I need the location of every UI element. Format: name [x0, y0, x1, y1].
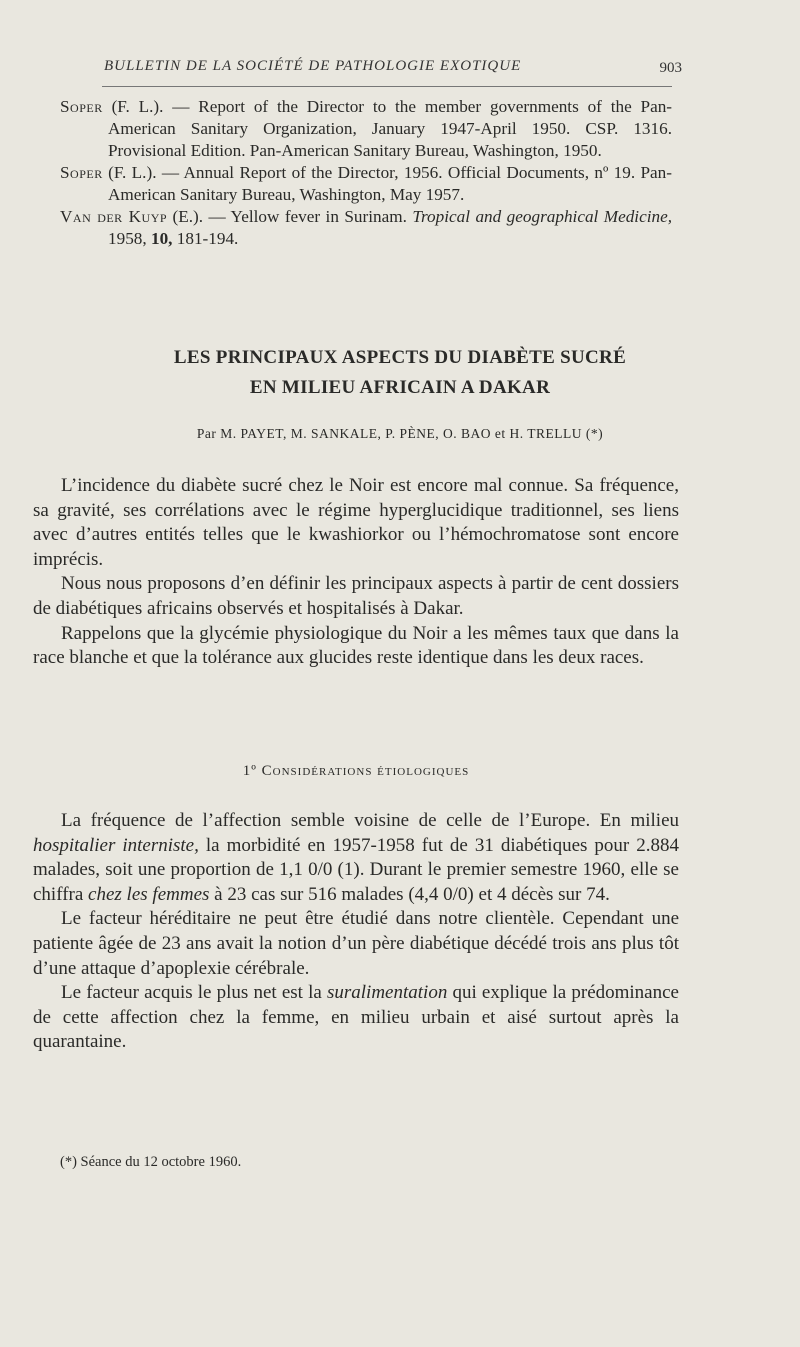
- text-run: qui explique la prédominance de cette affection chez la femme, en milieu urbain et aisé surtout après la quarantaine.: [33, 982, 679, 1053]
- reference-author: Soper: [60, 163, 103, 182]
- emphasis: chez les femmes: [88, 883, 210, 905]
- footnote: (*) Séance du 12 octobre 1960.: [60, 1154, 242, 1170]
- intro-text: [33, 474, 679, 671]
- header-rule: [102, 86, 672, 87]
- article-title: [60, 343, 740, 403]
- reference-initials: (F. L.). —: [111, 97, 190, 116]
- reference-initials: (E.). —: [172, 207, 226, 226]
- reference-pages: 181-194.: [176, 229, 239, 248]
- text-run: la morbidité en 1957-1958 fut de 31 diabétiques pour 2.884 malades, soit une proportion de 1,1 0/0 (1). Durant le premier semestre 1960, elle se chiffra: [33, 834, 679, 905]
- emphasis: hospitalier interniste,: [33, 834, 199, 856]
- text-run: Le facteur acquis le plus net est la: [61, 982, 327, 1004]
- page-number: 903: [659, 60, 682, 76]
- paragraph: Nous nous proposons d’en définir les principaux aspects à partir de cent dossiers de diabétiques africains observés et hospitalisés à Dakar.: [33, 573, 679, 619]
- reference-list: [60, 96, 672, 250]
- reference-text: Yellow fever in Surinam.: [230, 207, 407, 226]
- paragraph: [33, 809, 679, 907]
- paragraph: L’incidence du diabète sucré chez le Noir est encore mal connue. Sa fréquence, sa gravité, ses corrélations avec le régime hyperglucidique traditionnel, ses liens avec d’autres entités telles que le kwashiorkor ou l’hémochromatose sont encore imprécis.: [33, 475, 679, 570]
- reference-text: Report of the Director to the member governments of the Pan-American Sanitary Organization, January 1947-April 1950. CSP. 1316. Provisional Edition. Pan-American Sanitary Bureau, Washington, 1950.: [108, 97, 673, 160]
- text-run: à 23 cas sur 516 malades (4,4 0/0) et 4 décès sur 74.: [209, 883, 610, 905]
- reference-item: [60, 96, 672, 162]
- section-text: [33, 809, 679, 1055]
- text-run: La fréquence de l’affection semble voisine de celle de l’Europe. En milieu: [61, 810, 679, 831]
- paragraph: [33, 981, 679, 1055]
- reference-journal: Tropical and geographical Medicine,: [412, 207, 672, 226]
- paragraph: Rappelons que la glycémie physiologique du Noir a les mêmes taux que dans la race blanche et que la tolérance aux glucides reste identique dans les deux races.: [33, 622, 679, 669]
- journal-title: BULLETIN DE LA SOCIÉTÉ DE PATHOLOGIE EXOTIQUE: [104, 58, 522, 74]
- reference-text: Annual Report of the Director, 1956. Official Documents, nº 19. Pan-American Sanitary Bureau, Washington, May 1957.: [108, 163, 673, 204]
- reference-year: 1958,: [108, 229, 147, 248]
- section-heading: 1º Considérations étiologiques: [242, 763, 470, 779]
- emphasis: suralimentation: [326, 982, 448, 1004]
- article-title-line: LES PRINCIPAUX ASPECTS DU DIABÈTE SUCRÉ: [173, 347, 627, 368]
- reference-author: Van der Kuyp: [60, 207, 168, 226]
- article-title-line: EN MILIEU AFRICAIN A DAKAR: [249, 377, 551, 398]
- paragraph: Le facteur héréditaire ne peut être étudié dans notre clientèle. Cependant une patiente âgée de 23 ans avait la notion d’un père diabétique décédé trois ans plus tôt d’une attaque d’apoplexie cérébrale.: [33, 908, 679, 979]
- article-authors: Par M. PAYET, M. SANKALE, P. PÈNE, O. BAO et H. TRELLU (*): [196, 426, 604, 441]
- reference-initials: (F. L.). —: [108, 163, 180, 182]
- reference-item: [60, 206, 672, 250]
- reference-author: Soper: [60, 97, 103, 116]
- reference-volume: 10,: [150, 229, 173, 248]
- reference-item: [60, 162, 672, 206]
